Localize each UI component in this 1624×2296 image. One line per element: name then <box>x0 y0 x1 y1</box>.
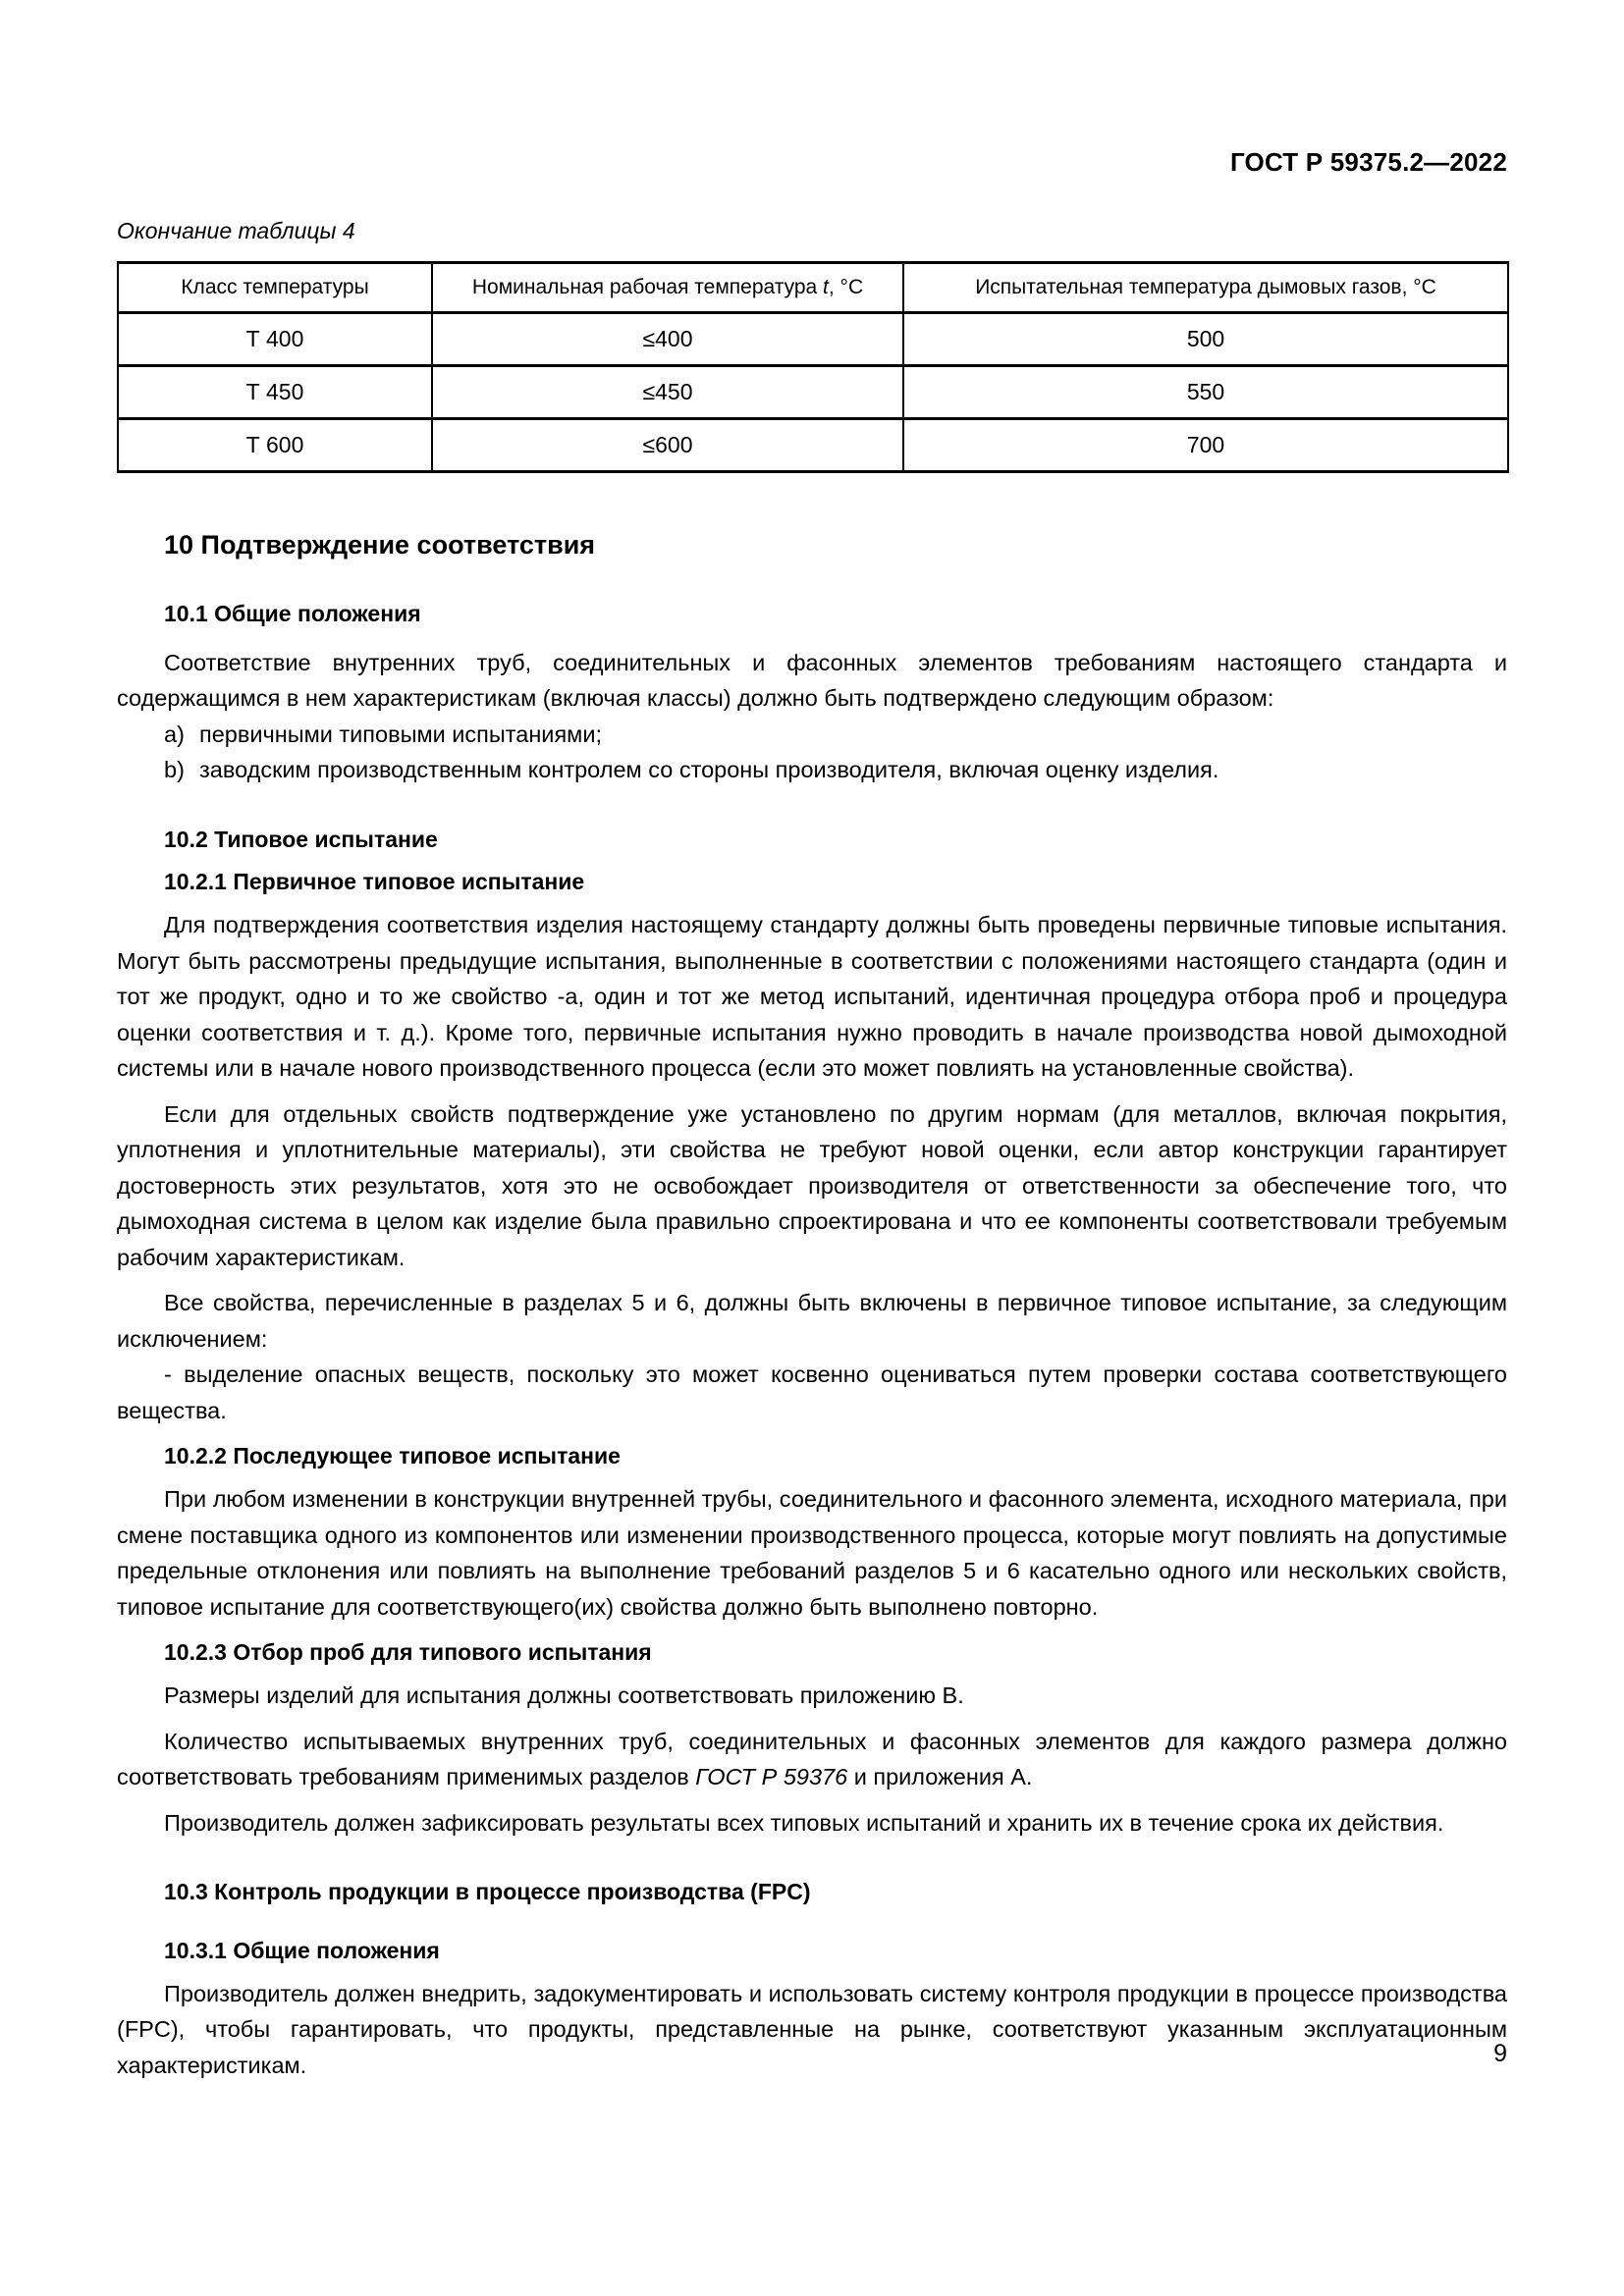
standard-number-header: ГОСТ Р 59375.2—2022 <box>1229 147 1507 177</box>
list-item <box>117 752 1507 788</box>
table-row <box>118 312 1508 365</box>
cell-nominal-temperature: ≤600 <box>432 418 903 471</box>
table-header-row <box>118 262 1508 312</box>
paragraph-10-2-1-a: Для подтверждения соответствия изделия настоящему стандарту должны быть проведены первичные типовые испытания. Могут быть рассмотрены предыдущие испытания, выполненные в соответствии с положениями настоящего стандарта (один и тот же продукт, одно и то же свойство -а, один и тот же метод испытаний, идентичная процедура отбора проб и процедура оценки соответствия и т. д.). Кроме того, первичные испытания нужно проводить в начале производства новой дымоходной системы или в начале нового производственного процесса (если это может повлиять на установленные свойства). <box>117 912 1507 1082</box>
list-item <box>117 717 1507 753</box>
column-header-temperature-class: Класс температуры <box>118 262 432 312</box>
cell-test-temperature: 500 <box>903 312 1508 365</box>
cell-temperature-class: Т 450 <box>118 365 432 418</box>
list-item-text: заводским производственным контролем со стороны производителя, включая оценку изделия. <box>199 757 1219 783</box>
column-header-nominal-operating-temperature: Номинальная рабочая температура t, °C <box>432 262 903 312</box>
table-caption: Окончание таблицы 4 <box>117 218 355 243</box>
paragraph-text-after-reference: и приложения А. <box>847 1764 1033 1790</box>
section-heading-10-3: 10.3 Контроль продукции в процессе производства (FPC) <box>164 1879 811 1905</box>
cell-test-temperature: 550 <box>903 365 1508 418</box>
section-heading-10-2-3: 10.2.3 Отбор проб для типового испытания <box>164 1639 652 1666</box>
list-item-label: a) <box>164 721 185 747</box>
paragraph-text-before-reference: Количество испытываемых внутренних труб, соединительных и фасонных элементов для каждого размера должно соответствовать требованиям применимых разделов <box>117 1728 1507 1790</box>
paragraph-10-2-3-a: Размеры изделий для испытания должны соответствовать приложению В. <box>164 1682 964 1709</box>
paragraph-10-1-intro: Соответствие внутренних труб, соединительных и фасонных элементов требованиям настоящего стандарта и содержащимся в нем характеристикам (включая классы) должно быть подтверждено следующим образом: <box>117 649 1507 712</box>
section-heading-10-1: 10.1 Общие положения <box>164 600 421 626</box>
paragraph-10-3-1: Производитель должен внедрить, задокументировать и использовать систему контроля продукции в процессе производства (FPC), чтобы гарантировать, что продукты, представленные на рынке, соответствуют указанным эксплуатационным характеристикам. <box>117 1980 1507 2078</box>
paragraph-10-2-1-c: Все свойства, перечисленные в разделах 5 и 6, должны быть включены в первичное типовое испытание, за следующим исключением: <box>117 1290 1507 1352</box>
paragraph-10-2-3-c: Производитель должен зафиксировать результаты всех типовых испытаний и хранить их в течение срока их действия. <box>164 1809 1444 1836</box>
section-heading-10-2-2: 10.2.2 Последующее типовое испытание <box>164 1443 621 1469</box>
paragraph-10-2-1-b: Если для отдельных свойств подтверждение уже установлено по другим нормам (для металлов, включая покрытия, уплотнения и уплотнительные материалы), эти свойства не требуют новой оценки, если автор конструкции гарантирует достоверность этих результатов, хотя это не освобождает производителя от ответственности за обеспечение того, что дымоходная система в целом как изделие была правильно спроектирована и что ее компоненты соответствовали требуемым рабочим характеристикам. <box>117 1100 1507 1270</box>
cell-test-temperature: 700 <box>903 418 1508 471</box>
page-content <box>117 218 1507 2083</box>
temperature-class-table <box>117 261 1509 473</box>
table-row <box>118 418 1508 471</box>
section-heading-10-2-1: 10.2.1 Первичное типовое испытание <box>164 869 585 895</box>
section-heading-10-3-1: 10.3.1 Общие положения <box>164 1938 440 1964</box>
page-number: 9 <box>1493 2040 1507 2067</box>
paragraph-10-2-1-exception: - выделение опасных веществ, поскольку это может косвенно оцениваться путем проверки состава соответствующего вещества. <box>117 1362 1507 1423</box>
variable-t: t <box>823 275 829 298</box>
cell-temperature-class: Т 400 <box>118 312 432 365</box>
cell-nominal-temperature: ≤400 <box>432 312 903 365</box>
cell-temperature-class: Т 600 <box>118 418 432 471</box>
section-heading-10: 10 Подтверждение соответствия <box>164 529 596 560</box>
standard-reference-gost-59376: ГОСТ Р 59376 <box>695 1764 848 1790</box>
list-item-label: b) <box>164 757 185 783</box>
cell-nominal-temperature: ≤450 <box>432 365 903 418</box>
list-item-text: первичными типовыми испытаниями; <box>199 721 602 747</box>
paragraph-10-2-2: При любом изменении в конструкции внутренней трубы, соединительного и фасонного элемента, исходного материала, при смене поставщика одного из компонентов или изменении производственного процесса, которые могут повлиять на допустимые предельные отклонения или повлиять на выполнение требований разделов 5 и 6 касательно одного или нескольких свойств, типовое испытание для соответствующего(их) свойства должно быть выполнено повторно. <box>117 1486 1507 1620</box>
paragraph-10-2-3-b <box>117 1724 1507 1795</box>
section-heading-10-2: 10.2 Типовое испытание <box>164 826 438 852</box>
table-row <box>118 365 1508 418</box>
column-header-flue-gas-test-temperature: Испытательная температура дымовых газов, °C <box>903 262 1508 312</box>
